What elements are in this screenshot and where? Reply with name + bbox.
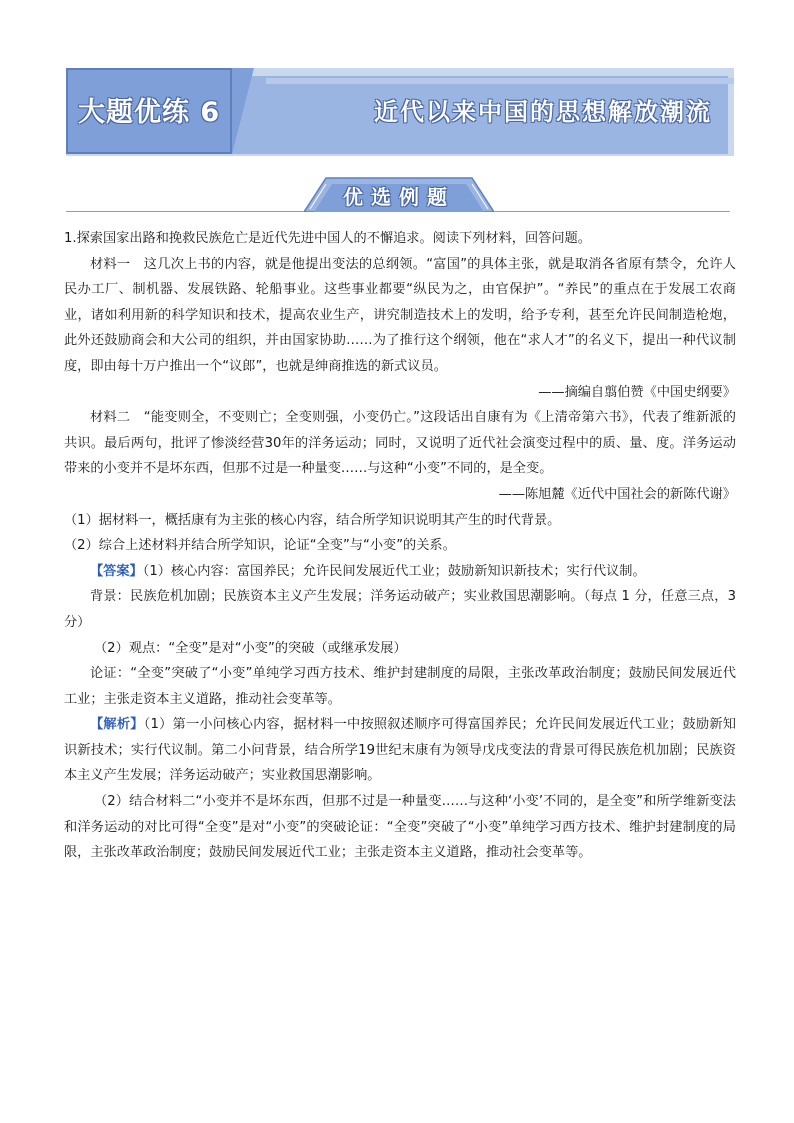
sub-question-2: （2）综合上述材料并结合所学知识，论证“全变”与“小变”的关系。 (64, 538, 456, 554)
section-label: 优选例题 (343, 185, 455, 209)
analysis-1 (64, 712, 736, 789)
analysis-2: （2）结合材料二“小变并不是坏东西，但那不过是一种量变……与这种‘小变’不同的，是全变”和所学维新变法和洋务运动的对比可得“全变”是对“小变”的突破论证：“全变”突破了“小变”单纯学习西方技术、维护封建制度的局限，主张改革政治制度；鼓励民间发展近代工业；主张走资本主义道路，推动社会变革等。 (64, 794, 736, 861)
banner-right-title: 近代以来中国的思想解放潮流 (374, 98, 712, 126)
answer-1 (64, 559, 736, 585)
answer-1-background: 背景：民族危机加剧；民族资本主义产生发展；洋务运动破产；实业救国思潮影响。（每点 1 分，任意三点，3 分） (64, 589, 736, 630)
material-1: 材料一 这几次上书的内容，就是他提出变法的总纲领。“富国”的具体主张，就是取消各省原有禁令，允许人民办工厂、制机器、发展铁路、轮船事业。这些事业都要“纵民为之，由官保护”。“养民”的重点在于发展工农商业，诸如利用新的科学知识和技术，提高农业生产，讲究制造技术上的发明，给予专利，甚至允许民间制造枪炮，此外还鼓励商会和大公司的组织，并由国家协助……为了推行这个纲领，他在“求人才”的名义下，提出一种代议制度，即由每十万户推出一个“议郎”，也就是绅商推选的新式议员。 (64, 256, 736, 374)
material-1-source: ——摘编自翦伯赞《中国史纲要》 (538, 384, 736, 400)
sub-question-1: （1）据材料一，概括康有为主张的核心内容，结合所学知识说明其产生的时代背景。 (64, 512, 561, 528)
material-2-source: ——陈旭麓《近代中国社会的新陈代谢》 (498, 486, 736, 502)
banner-notch (232, 68, 254, 154)
banner-stripe (266, 78, 734, 84)
answer-2-view: （2）观点：“全变”是对“小变”的突破（或继承发展） (94, 640, 407, 656)
answer-1-text: （1）核心内容：富国养民；允许民间发展近代工业；鼓励新知识新技术；实行代议制。 (142, 563, 646, 579)
answer-tag: 【答案】 (90, 563, 143, 579)
banner-left-title: 大题优练 6 (78, 97, 221, 128)
question-stem: 1.探索国家出路和挽救民族危亡是近代先进中国人的不懈追求。阅读下列材料，回答问题。 (64, 231, 591, 246)
analysis-tag: 【解析】 (90, 717, 144, 733)
section-header (66, 170, 730, 214)
analysis-1-text: （1）第一小问核心内容，据材料一中按照叙述顺序可得富国养民；允许民间发展近代工业；鼓励新知识新技术；实行代议制。第二小问背景，结合所学19世纪末康有为领导戊戌变法的背景可得民族危机加剧；民族资本主义产生发展；洋务运动破产；实业救国思潮影响。 (64, 717, 736, 784)
material-2: 材料二 “能变则全，不变则亡；全变则强，小变仍亡。”这段话出自康有为《上清帝第六书》，代表了维新派的共识。最后两句，批评了惨淡经营30年的洋务运动；同时，又说明了近代社会演变过程中的质、量、度。洋务运动带来的小变并不是坏东西，但那不过是一种量变……与这种“小变”不同的，是全变。 (64, 410, 736, 477)
section-tab (304, 176, 494, 212)
answer-2-argument: 论证：“全变”突破了“小变”单纯学习西方技术、维护封建制度的局限，主张改革政治制度；鼓励民间发展近代工业；主张走资本主义道路，推动社会变革等。 (64, 666, 736, 707)
header-banner (66, 68, 734, 156)
question-content (64, 226, 736, 866)
